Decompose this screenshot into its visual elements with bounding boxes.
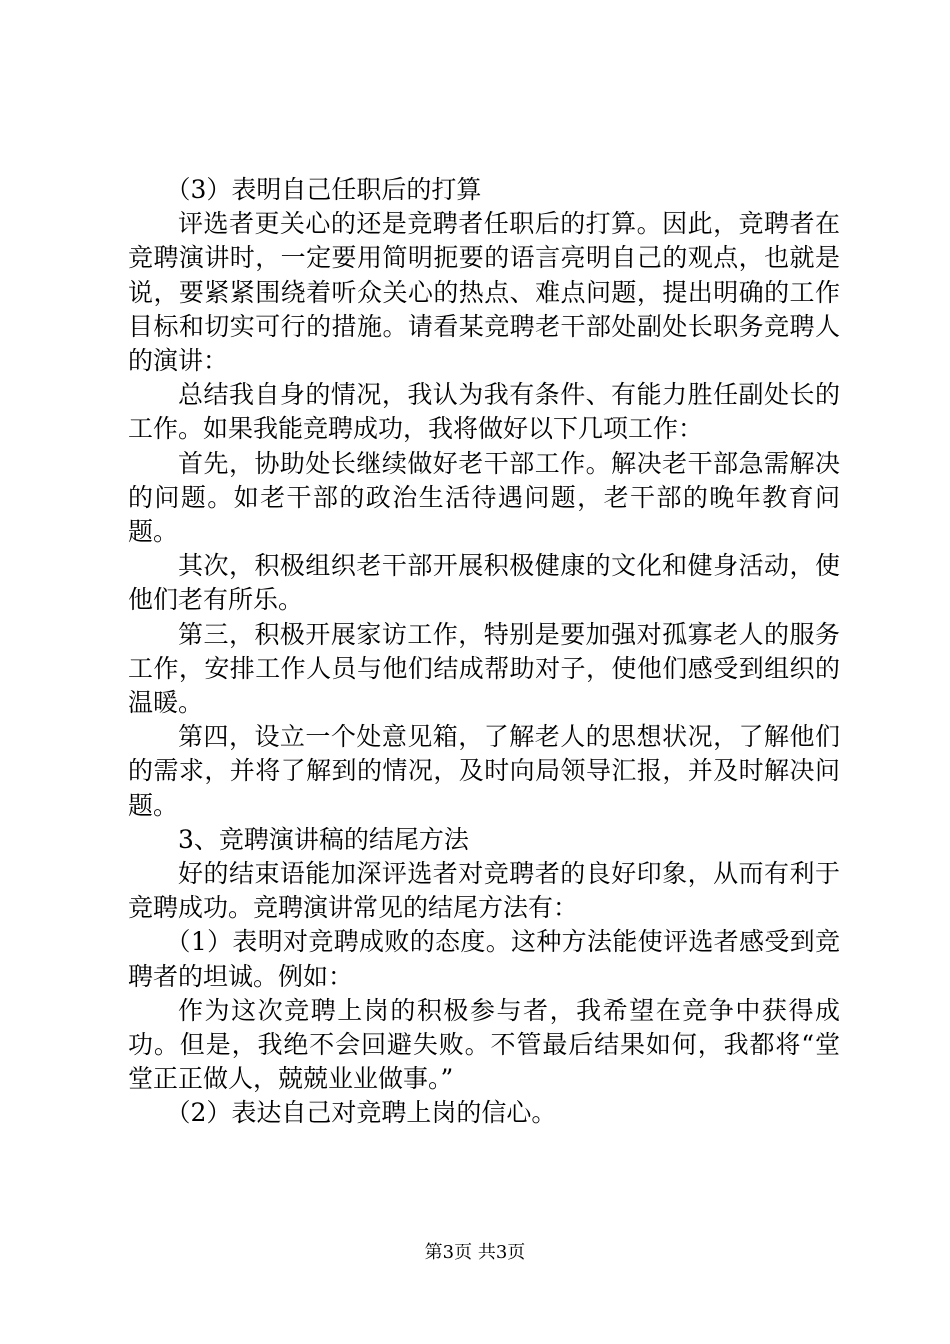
paragraph-subheading-2: （2）表达自己对竞聘上岗的信心。 [165, 1098, 557, 1128]
paragraph-heading-3: （3）表明自己任职后的打算 [165, 175, 482, 204]
page-footer [0, 1242, 950, 1264]
paragraph: 首先，协助处长继续做好老干部工作。解决老干部急需解决的问题。如老干部的政治生活待遇问题，老干部的晚年教育问题。 [128, 448, 840, 547]
paragraph: 第四，设立一个处意见箱，了解老人的思想状况，了解他们的需求，并将了解到的情况，及时向局领导汇报，并及时解决问题。 [128, 722, 840, 820]
paragraph: 作为这次竞聘上岗的积极参与者，我希望在竞争中获得成功。但是，我绝不会回避失败。不管最后结果如何，我都将“堂堂正正做人，兢兢业业做事。” [128, 995, 840, 1094]
paragraph: 总结我自身的情况，我认为我有条件、有能力胜任副处长的工作。如果我能竞聘成功，我将做好以下几项工作： [128, 380, 840, 444]
paragraph: 其次，积极组织老干部开展积极健康的文化和健身活动，使他们老有所乐。 [128, 551, 840, 615]
paragraph-subheading-1: （1）表明对竞聘成败的态度。这种方法能使评选者感受到竞聘者的坦诚。例如： [128, 927, 840, 991]
paragraph: 第三，积极开展家访工作，特别是要加强对孤寡老人的服务工作，安排工作人员与他们结成帮助对子，使他们感受到组织的温暖。 [128, 619, 840, 718]
section-heading: 3、竞聘演讲稿的结尾方法 [178, 824, 469, 854]
paragraph: 好的结束语能加深评选者对竞聘者的良好印象，从而有利于竞聘成功。竞聘演讲常见的结尾方法有： [128, 859, 840, 923]
document-body [128, 173, 840, 1131]
page-number-label: 第3页 共3页 [424, 1242, 526, 1263]
paragraph: 评选者更关心的还是竞聘者任职后的打算。因此，竞聘者在竞聘演讲时，一定要用简明扼要的语言亮明自己的观点，也就是说，要紧紧围绕着听众关心的热点、难点问题，提出明确的工作目标和切实可行的措施。请看某竞聘老干部处副处长职务竞聘人的演讲： [128, 209, 840, 376]
